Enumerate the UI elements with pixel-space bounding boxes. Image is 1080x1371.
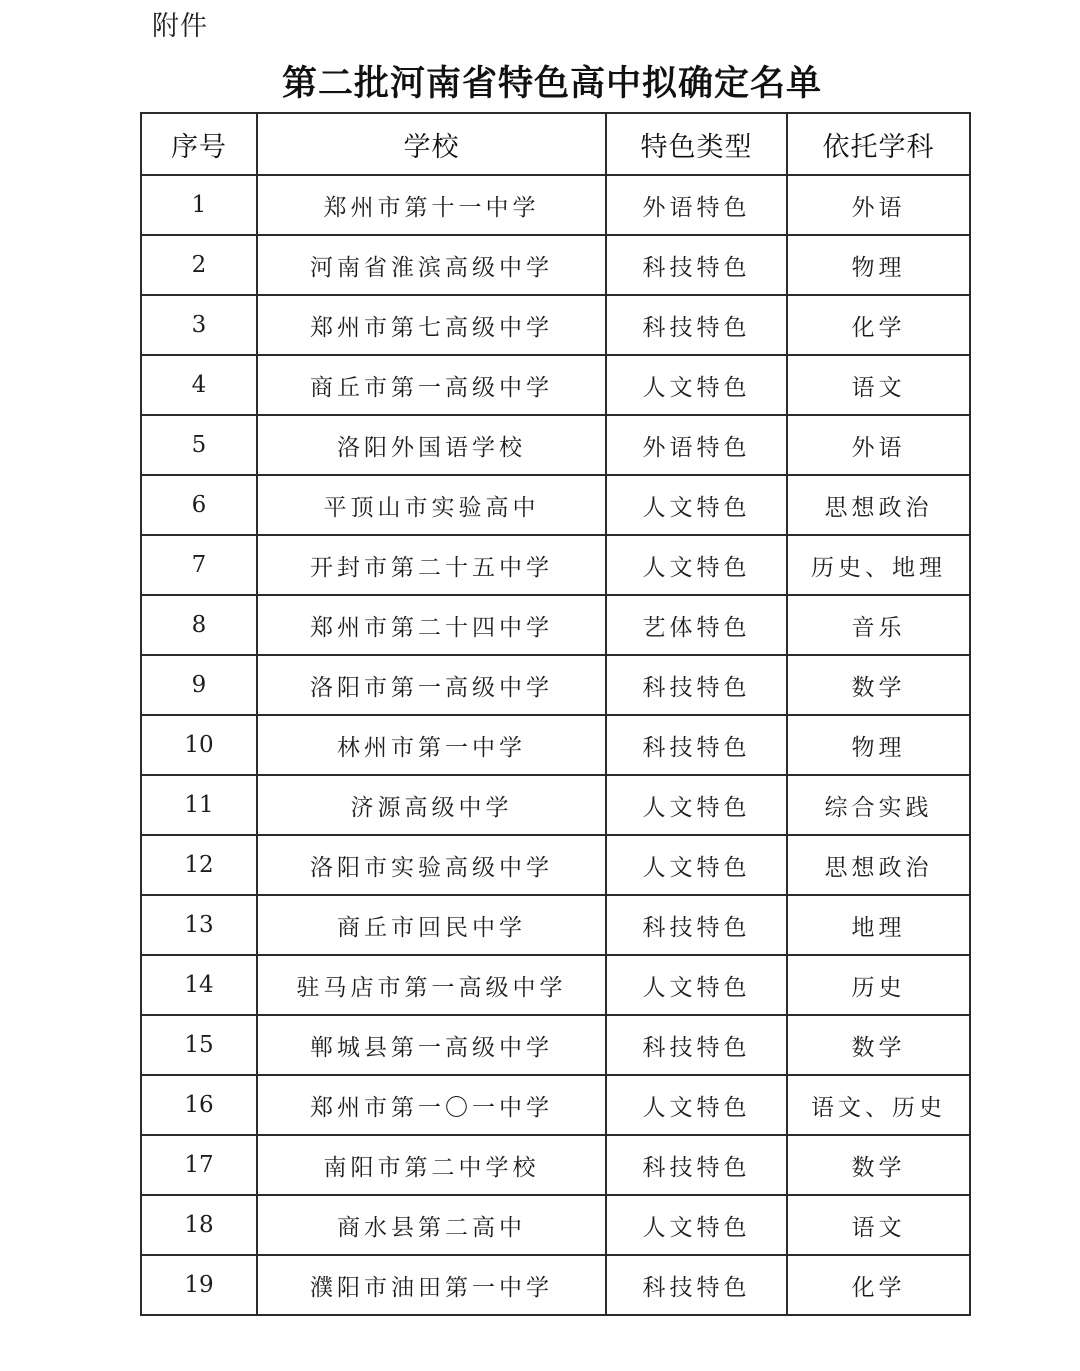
table-row xyxy=(141,1015,970,1075)
row-type-cell: 人文特色 xyxy=(606,355,787,415)
row-school-cell: 郑州市第十一中学 xyxy=(257,175,606,235)
row-subject-cell: 物理 xyxy=(787,715,970,775)
row-school-cell: 商水县第二高中 xyxy=(257,1195,606,1255)
row-school-cell: 驻马店市第一高级中学 xyxy=(257,955,606,1015)
table-row xyxy=(141,775,970,835)
row-school-cell: 济源高级中学 xyxy=(257,775,606,835)
row-index-cell: 15 xyxy=(141,1015,257,1075)
page-title: 第二批河南省特色高中拟确定名单 xyxy=(281,63,822,104)
row-school-cell: 林州市第一中学 xyxy=(257,715,606,775)
row-type-cell: 人文特色 xyxy=(606,955,787,1015)
table-row xyxy=(141,1135,970,1195)
row-school-cell: 濮阳市油田第一中学 xyxy=(257,1255,606,1315)
row-type-cell: 人文特色 xyxy=(606,1075,787,1135)
row-type-cell: 科技特色 xyxy=(606,1255,787,1315)
row-type-cell: 外语特色 xyxy=(606,175,787,235)
header-subject: 依托学科 xyxy=(787,113,970,175)
row-index-cell: 12 xyxy=(141,835,257,895)
table-row xyxy=(141,295,970,355)
table-body xyxy=(141,175,970,1315)
row-school-cell: 洛阳市实验高级中学 xyxy=(257,835,606,895)
row-school-cell: 洛阳外国语学校 xyxy=(257,415,606,475)
row-school-cell: 开封市第二十五中学 xyxy=(257,535,606,595)
row-school-cell: 郑州市第七高级中学 xyxy=(257,295,606,355)
row-type-cell: 科技特色 xyxy=(606,1135,787,1195)
row-index-cell: 11 xyxy=(141,775,257,835)
row-index-cell: 6 xyxy=(141,475,257,535)
row-index-cell: 18 xyxy=(141,1195,257,1255)
table-row xyxy=(141,655,970,715)
table-row xyxy=(141,535,970,595)
row-school-cell: 洛阳市第一高级中学 xyxy=(257,655,606,715)
table-row xyxy=(141,415,970,475)
row-index-cell: 16 xyxy=(141,1075,257,1135)
row-subject-cell: 地理 xyxy=(787,895,970,955)
row-school-cell: 郑州市第二十四中学 xyxy=(257,595,606,655)
row-index-cell: 14 xyxy=(141,955,257,1015)
row-type-cell: 人文特色 xyxy=(606,475,787,535)
row-subject-cell: 化学 xyxy=(787,295,970,355)
row-subject-cell: 数学 xyxy=(787,1015,970,1075)
row-type-cell: 科技特色 xyxy=(606,295,787,355)
table-row xyxy=(141,595,970,655)
row-type-cell: 科技特色 xyxy=(606,655,787,715)
row-index-cell: 1 xyxy=(141,175,257,235)
table-row xyxy=(141,1075,970,1135)
table-row xyxy=(141,955,970,1015)
row-type-cell: 科技特色 xyxy=(606,895,787,955)
row-index-cell: 17 xyxy=(141,1135,257,1195)
row-index-cell: 5 xyxy=(141,415,257,475)
row-school-cell: 河南省淮滨高级中学 xyxy=(257,235,606,295)
row-index-cell: 9 xyxy=(141,655,257,715)
row-index-cell: 13 xyxy=(141,895,257,955)
row-school-cell: 郑州市第一〇一中学 xyxy=(257,1075,606,1135)
row-subject-cell: 音乐 xyxy=(787,595,970,655)
school-list-table xyxy=(140,112,971,1316)
row-subject-cell: 语文 xyxy=(787,355,970,415)
row-subject-cell: 语文 xyxy=(787,1195,970,1255)
table-row xyxy=(141,175,970,235)
row-index-cell: 19 xyxy=(141,1255,257,1315)
row-index-cell: 4 xyxy=(141,355,257,415)
row-type-cell: 人文特色 xyxy=(606,1195,787,1255)
row-type-cell: 人文特色 xyxy=(606,535,787,595)
row-school-cell: 商丘市第一高级中学 xyxy=(257,355,606,415)
row-index-cell: 8 xyxy=(141,595,257,655)
row-type-cell: 人文特色 xyxy=(606,835,787,895)
row-school-cell: 平顶山市实验高中 xyxy=(257,475,606,535)
row-type-cell: 科技特色 xyxy=(606,715,787,775)
row-type-cell: 外语特色 xyxy=(606,415,787,475)
table-row xyxy=(141,835,970,895)
table-row xyxy=(141,1255,970,1315)
table-header-row xyxy=(141,113,970,175)
row-subject-cell: 思想政治 xyxy=(787,835,970,895)
row-school-cell: 南阳市第二中学校 xyxy=(257,1135,606,1195)
row-subject-cell: 思想政治 xyxy=(787,475,970,535)
row-school-cell: 郸城县第一高级中学 xyxy=(257,1015,606,1075)
header-type: 特色类型 xyxy=(606,113,787,175)
row-type-cell: 人文特色 xyxy=(606,775,787,835)
table-row xyxy=(141,475,970,535)
row-subject-cell: 数学 xyxy=(787,1135,970,1195)
row-subject-cell: 语文、历史 xyxy=(787,1075,970,1135)
row-subject-cell: 综合实践 xyxy=(787,775,970,835)
attachment-label: 附件 xyxy=(152,11,208,42)
row-subject-cell: 物理 xyxy=(787,235,970,295)
row-index-cell: 3 xyxy=(141,295,257,355)
header-school: 学校 xyxy=(257,113,606,175)
table-row xyxy=(141,355,970,415)
table-row xyxy=(141,895,970,955)
table-row xyxy=(141,715,970,775)
row-subject-cell: 外语 xyxy=(787,175,970,235)
row-index-cell: 10 xyxy=(141,715,257,775)
row-subject-cell: 历史 xyxy=(787,955,970,1015)
row-index-cell: 2 xyxy=(141,235,257,295)
row-subject-cell: 数学 xyxy=(787,655,970,715)
row-type-cell: 艺体特色 xyxy=(606,595,787,655)
row-subject-cell: 外语 xyxy=(787,415,970,475)
row-type-cell: 科技特色 xyxy=(606,1015,787,1075)
row-index-cell: 7 xyxy=(141,535,257,595)
row-subject-cell: 历史、地理 xyxy=(787,535,970,595)
table-row xyxy=(141,235,970,295)
row-subject-cell: 化学 xyxy=(787,1255,970,1315)
header-index: 序号 xyxy=(141,113,257,175)
row-type-cell: 科技特色 xyxy=(606,235,787,295)
table-row xyxy=(141,1195,970,1255)
row-school-cell: 商丘市回民中学 xyxy=(257,895,606,955)
